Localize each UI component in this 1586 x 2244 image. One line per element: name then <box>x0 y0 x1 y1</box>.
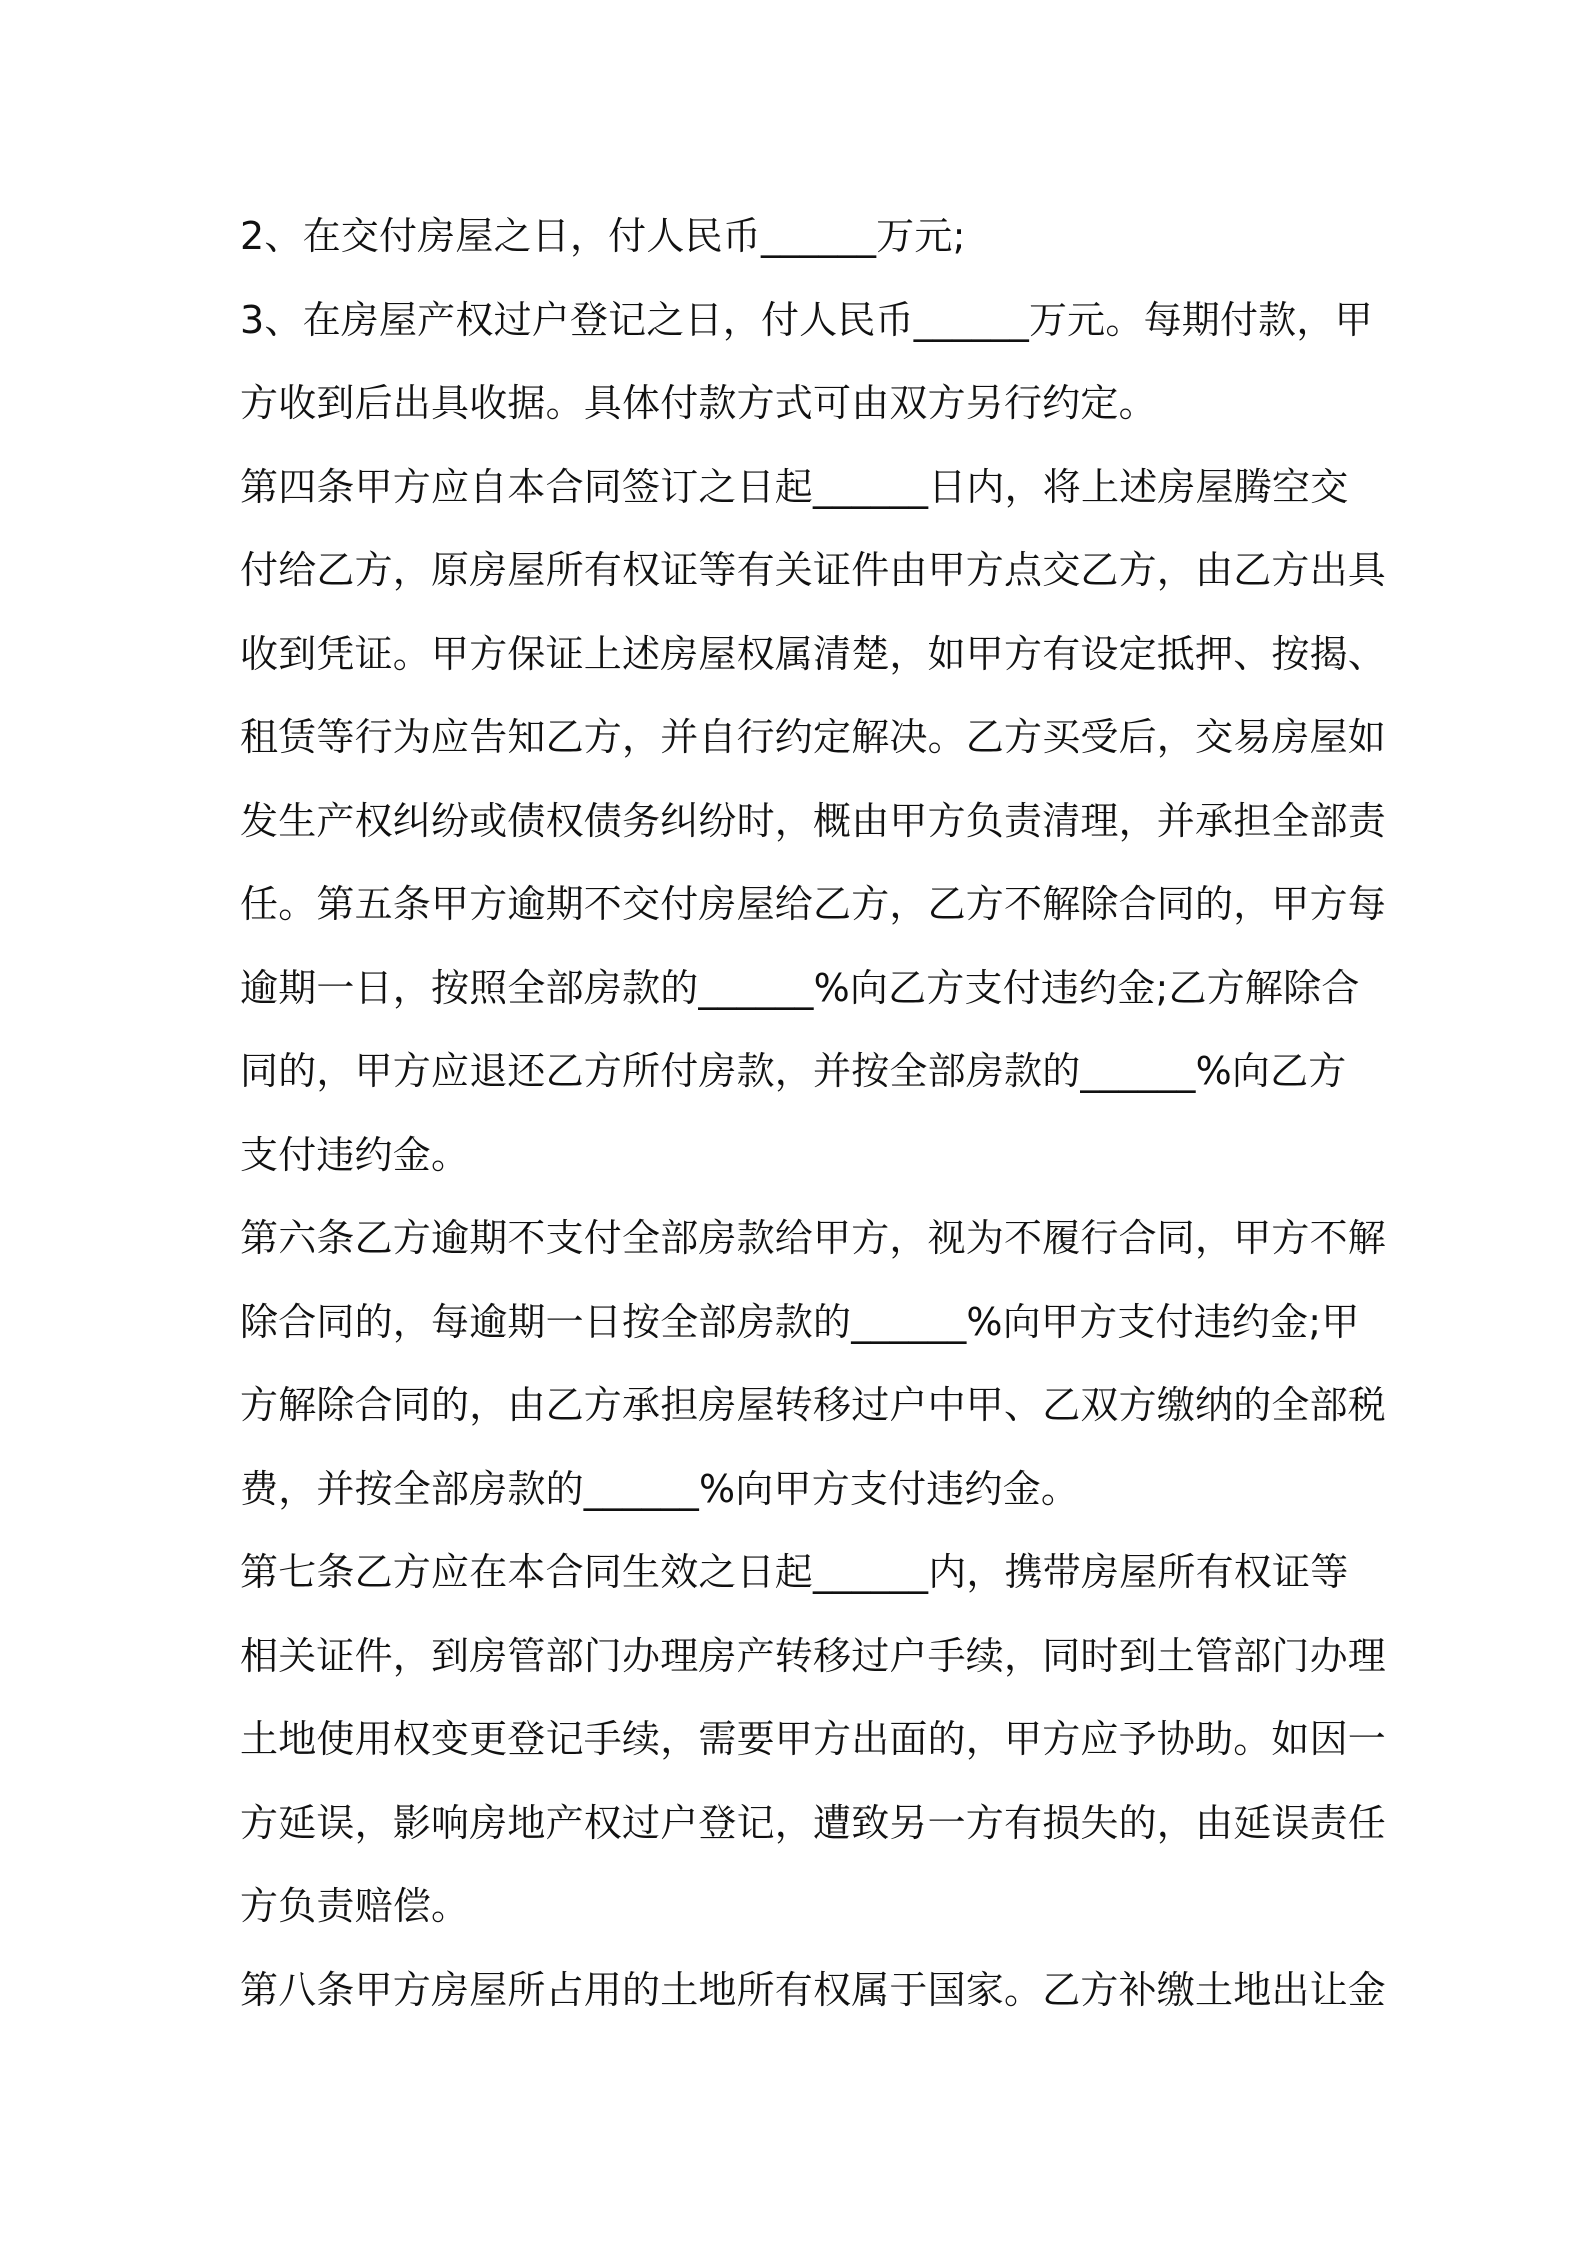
text-line: 方延误，影响房地产权过户登记，遭致另一方有损失的，由延误责任 <box>240 1800 1387 1845</box>
paragraph-article-7 <box>240 1531 1387 1949</box>
text-line: 支付违约金。 <box>240 1132 470 1177</box>
paragraph-article-4-5 <box>240 446 1387 1198</box>
text-line: 第六条乙方逾期不支付全部房款给甲方，视为不履行合同，甲方不解 <box>240 1216 1387 1260</box>
text-line: 3、在房屋产权过户登记之日，付人民币______万元。每期付款，甲 <box>240 297 1373 342</box>
text-line: 2、在交付房屋之日，付人民币______万元; <box>240 214 966 258</box>
text-line: 任。第五条甲方逾期不交付房屋给乙方，乙方不解除合同的，甲方每 <box>240 882 1387 926</box>
paragraph-article-6 <box>240 1197 1387 1531</box>
text-line: 同的，甲方应退还乙方所付房款，并按全部房款的______%向乙方 <box>240 1049 1347 1093</box>
text-line: 除合同的，每逾期一日按全部房款的______%向甲方支付违约金;甲 <box>240 1299 1360 1344</box>
text-line: 第八条甲方房屋所占用的土地所有权属于国家。乙方补缴土地出让金 <box>240 1967 1387 2012</box>
text-line: 发生产权纠纷或债权债务纠纷时，概由甲方负责清理，并承担全部责 <box>240 798 1387 843</box>
text-line: 收到凭证。甲方保证上述房屋权属清楚，如甲方有设定抵押、按揭、 <box>240 631 1387 676</box>
paragraph-payment-3 <box>240 279 1373 446</box>
paragraph-article-8 <box>240 1949 1387 2033</box>
text-line: 土地使用权变更登记手续，需要甲方出面的，甲方应予协助。如因一 <box>240 1717 1387 1761</box>
text-line: 第七条乙方应在本合同生效之日起______内，携带房屋所有权证等 <box>240 1550 1349 1594</box>
text-line: 方负责赔偿。 <box>240 1884 470 1928</box>
text-line: 费，并按全部房款的______%向甲方支付违约金。 <box>240 1466 1080 1511</box>
text-line: 相关证件，到房管部门办理房产转移过户手续，同时到土管部门办理 <box>240 1633 1387 1678</box>
text-line: 第四条甲方应自本合同签订之日起______日内，将上述房屋腾空交 <box>240 464 1349 509</box>
text-line: 方收到后出具收据。具体付款方式可由双方另行约定。 <box>240 381 1157 425</box>
text-line: 租赁等行为应告知乙方，并自行约定解决。乙方买受后，交易房屋如 <box>240 715 1387 759</box>
text-line: 付给乙方，原房屋所有权证等有关证件由甲方点交乙方，由乙方出具 <box>240 548 1387 592</box>
paragraph-payment-2 <box>240 195 1350 279</box>
text-line: 方解除合同的，由乙方承担房屋转移过户中甲、乙双方缴纳的全部税 <box>240 1383 1387 1427</box>
text-line: 逾期一日，按照全部房款的______%向乙方支付违约金;乙方解除合 <box>240 965 1360 1010</box>
contract-body <box>240 195 1387 2032</box>
